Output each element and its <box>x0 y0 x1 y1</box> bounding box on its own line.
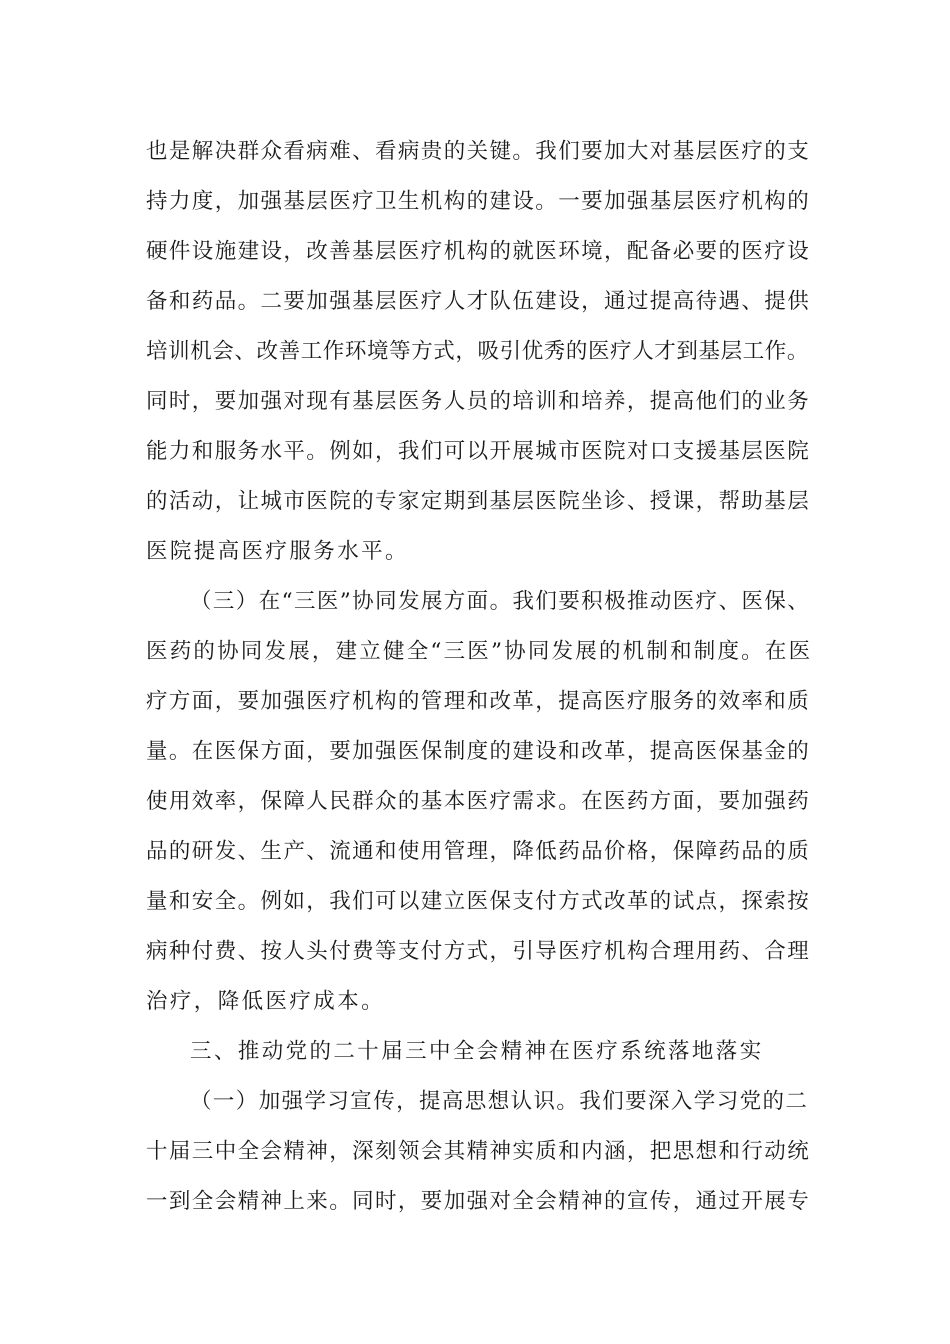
text-line: 同时，要加强对现有基层医务人员的培训和培养，提高他们的业务 <box>146 389 811 414</box>
text-line: 病种付费、按人头付费等支付方式，引导医疗机构合理用药、合理 <box>146 939 811 964</box>
text-line: 也是解决群众看病难、看病贵的关键。我们要加大对基层医疗的支 <box>146 139 811 164</box>
text-line: 十届三中全会精神，深刻领会其精神实质和内涵，把思想和行动统 <box>146 1139 811 1164</box>
text-line: 量和安全。例如，我们可以建立医保支付方式改革的试点，探索按 <box>146 889 811 914</box>
text-line: 一到全会精神上来。同时，要加强对全会精神的宣传，通过开展专 <box>146 1189 811 1214</box>
text-line: 医院提高医疗服务水平。 <box>146 539 409 564</box>
text-line: 持力度，加强基层医疗卫生机构的建设。一要加强基层医疗机构的 <box>146 189 811 214</box>
text-line: （三）在“三医”协同发展方面。我们要积极推动医疗、医保、 <box>190 589 811 614</box>
text-line: 培训机会、改善工作环境等方式，吸引优秀的医疗人才到基层工作。 <box>146 339 810 364</box>
text-line: 备和药品。二要加强基层医疗人才队伍建设，通过提高待遇、提供 <box>146 289 811 314</box>
text-line: 的活动，让城市医院的专家定期到基层医院坐诊、授课，帮助基层 <box>146 489 811 514</box>
text-line: 品的研发、生产、流通和使用管理，降低药品价格，保障药品的质 <box>146 839 811 864</box>
text-line: 使用效率，保障人民群众的基本医疗需求。在医药方面，要加强药 <box>146 789 811 814</box>
text-line: 能力和服务水平。例如，我们可以开展城市医院对口支援基层医院 <box>146 439 811 464</box>
text-line: 硬件设施建设，改善基层医疗机构的就医环境，配备必要的医疗设 <box>146 239 811 264</box>
section-heading: 三、推动党的二十届三中全会精神在医疗系统落地落实 <box>190 1039 764 1064</box>
text-line: 量。在医保方面，要加强医保制度的建设和改革，提高医保基金的 <box>146 739 811 764</box>
text-line: 疗方面，要加强医疗机构的管理和改革，提高医疗服务的效率和质 <box>146 689 811 714</box>
text-line: 医药的协同发展，建立健全“三医”协同发展的机制和制度。在医 <box>146 639 813 664</box>
text-line: （一）加强学习宣传，提高思想认识。我们要深入学习党的二 <box>190 1089 809 1114</box>
text-line: 治疗，降低医疗成本。 <box>146 989 386 1014</box>
